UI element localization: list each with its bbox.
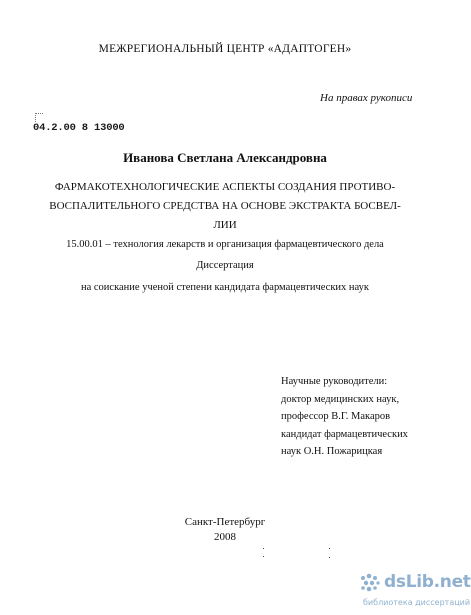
document-type: Диссертация <box>196 260 254 271</box>
title-line: ВОСПАЛИТЕЛЬНОГО СРЕДСТВА НА ОСНОВЕ ЭКСТРАКТА БОСВЕЛ- <box>49 200 401 212</box>
scan-speck <box>329 548 330 549</box>
city: Санкт-Петербург <box>184 516 266 528</box>
archive-stamp: 04.2.00 8 13000 <box>33 122 125 134</box>
supervisors-heading: Научные руководители: <box>281 376 388 387</box>
supervisor-line: наук О.Н. Пожарицкая <box>281 446 383 458</box>
title-line: ФАРМАКОТЕХНОЛОГИЧЕСКИЕ АСПЕКТЫ СОЗДАНИЯ ПРОТИВО- <box>54 181 396 193</box>
dslib-logo-icon <box>357 571 383 595</box>
author-name: Иванова Светлана Александровна <box>123 150 327 165</box>
dslib-watermark[interactable] <box>357 571 471 613</box>
watermark-caption: библиотека диссертаций <box>363 598 471 607</box>
degree-line: на соискание ученой степени кандидата фармацевтических наук <box>80 282 370 293</box>
year: 2008 <box>214 531 236 543</box>
title-line: ЛИИ <box>213 219 237 231</box>
supervisor-line: профессор В.Г. Макаров <box>281 411 391 423</box>
archive-mark-smudge <box>35 113 43 122</box>
organization-name: МЕЖРЕГИОНАЛЬНЫЙ ЦЕНТР «АДАПТОГЕН» <box>98 43 352 55</box>
specialty-code: 15.00.01 – технология лекарств и организация фармацевтического дела <box>66 239 384 250</box>
scan-speck <box>329 557 330 558</box>
rights-note: На правах рукописи <box>320 92 413 104</box>
scan-speck <box>263 556 264 557</box>
scan-speck <box>263 548 264 549</box>
supervisors-block <box>281 373 408 461</box>
supervisor-line: кандидат фармацевтических <box>281 428 408 440</box>
supervisor-line: доктор медицинских наук, <box>281 393 400 405</box>
watermark-brand: dsLib.net <box>384 572 471 592</box>
dissertation-title <box>40 178 410 235</box>
